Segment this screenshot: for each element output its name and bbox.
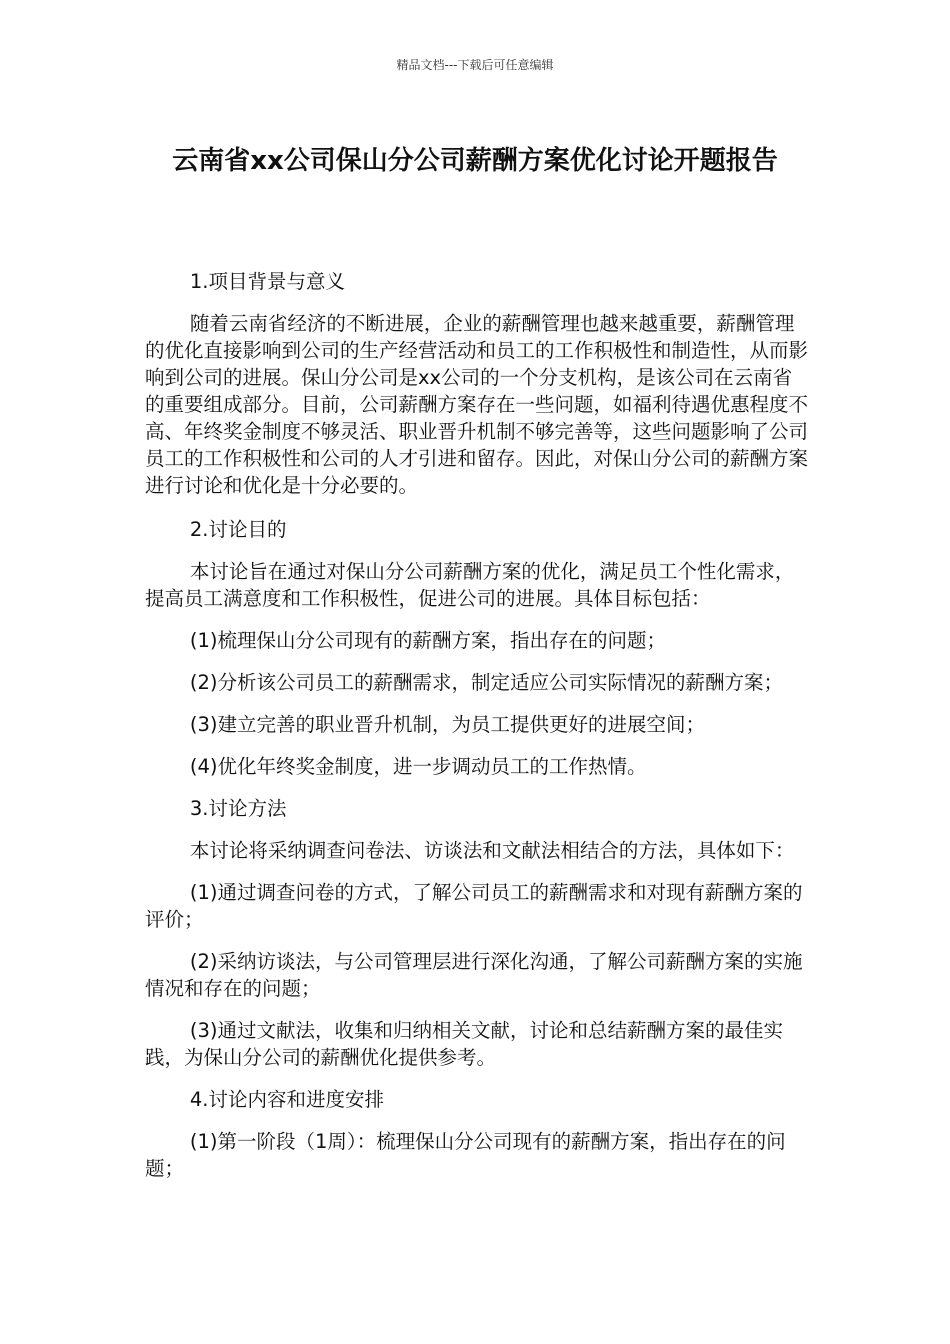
list-item: (3)建立完善的职业晋升机制，为员工提供更好的进展空间； [189, 713, 705, 736]
section-heading-method: 3.讨论方法 [189, 797, 287, 820]
paragraph-method-intro: 本讨论将采纳调查问卷法、访谈法和文献法相结合的方法，具体如下： [189, 839, 795, 862]
section-heading-background: 1.项目背景与意义 [189, 270, 345, 293]
document-title: 云南省xx公司保山分公司薪酬方案优化讨论开题报告 [172, 146, 778, 176]
list-item: (1)梳理保山分公司现有的薪酬方案，指出存在的问题； [189, 629, 666, 652]
section-heading-purpose: 2.讨论目的 [189, 518, 287, 541]
list-item: (2)分析该公司员工的薪酬需求，制定适应公司实际情况的薪酬方案； [189, 671, 783, 694]
list-item: (1)第一阶段（1周）：梳理保山分公司现有的薪酬方案，指出存在的问题； [145, 1130, 786, 1180]
document-body [145, 268, 809, 1197]
section-heading-schedule: 4.讨论内容和进度安排 [189, 1088, 384, 1111]
page-header: 精品文档---下载后可任意编辑 [396, 58, 554, 72]
list-item: (1)通过调查问卷的方式，了解公司员工的薪酬需求和对现有薪酬方案的评价； [145, 881, 803, 931]
list-item: (3)通过文献法，收集和归纳相关文献，讨论和总结薪酬方案的最佳实践，为保山分公司的薪酬优化提供参考。 [145, 1019, 783, 1069]
paragraph-background: 随着云南省经济的不断进展，企业的薪酬管理也越来越重要，薪酬管理的优化直接影响到公司的生产经营活动和员工的工作积极性和制造性，从而影响到公司的进展。保山分公司是xx公司的一个分支机构，是该公司在云南省的重要组成部分。目前，公司薪酬方案存在一些问题，如福利待遇优惠程度不高、年终奖金制度不够灵活、职业晋升机制不够完善等，这些问题影响了公司员工的工作积极性和公司的人才引进和留存。因此，对保山分公司的薪酬方案进行讨论和优化是十分必要的。 [145, 312, 809, 497]
list-item: (4)优化年终奖金制度，进一步调动员工的工作热情。 [189, 755, 647, 778]
paragraph-purpose-intro: 本讨论旨在通过对保山分公司薪酬方案的优化，满足员工个性化需求，提高员工满意度和工作积极性，促进公司的进展。具体目标包括： [145, 560, 795, 610]
list-item: (2)采纳访谈法，与公司管理层进行深化沟通，了解公司薪酬方案的实施情况和存在的问题； [145, 950, 803, 1000]
